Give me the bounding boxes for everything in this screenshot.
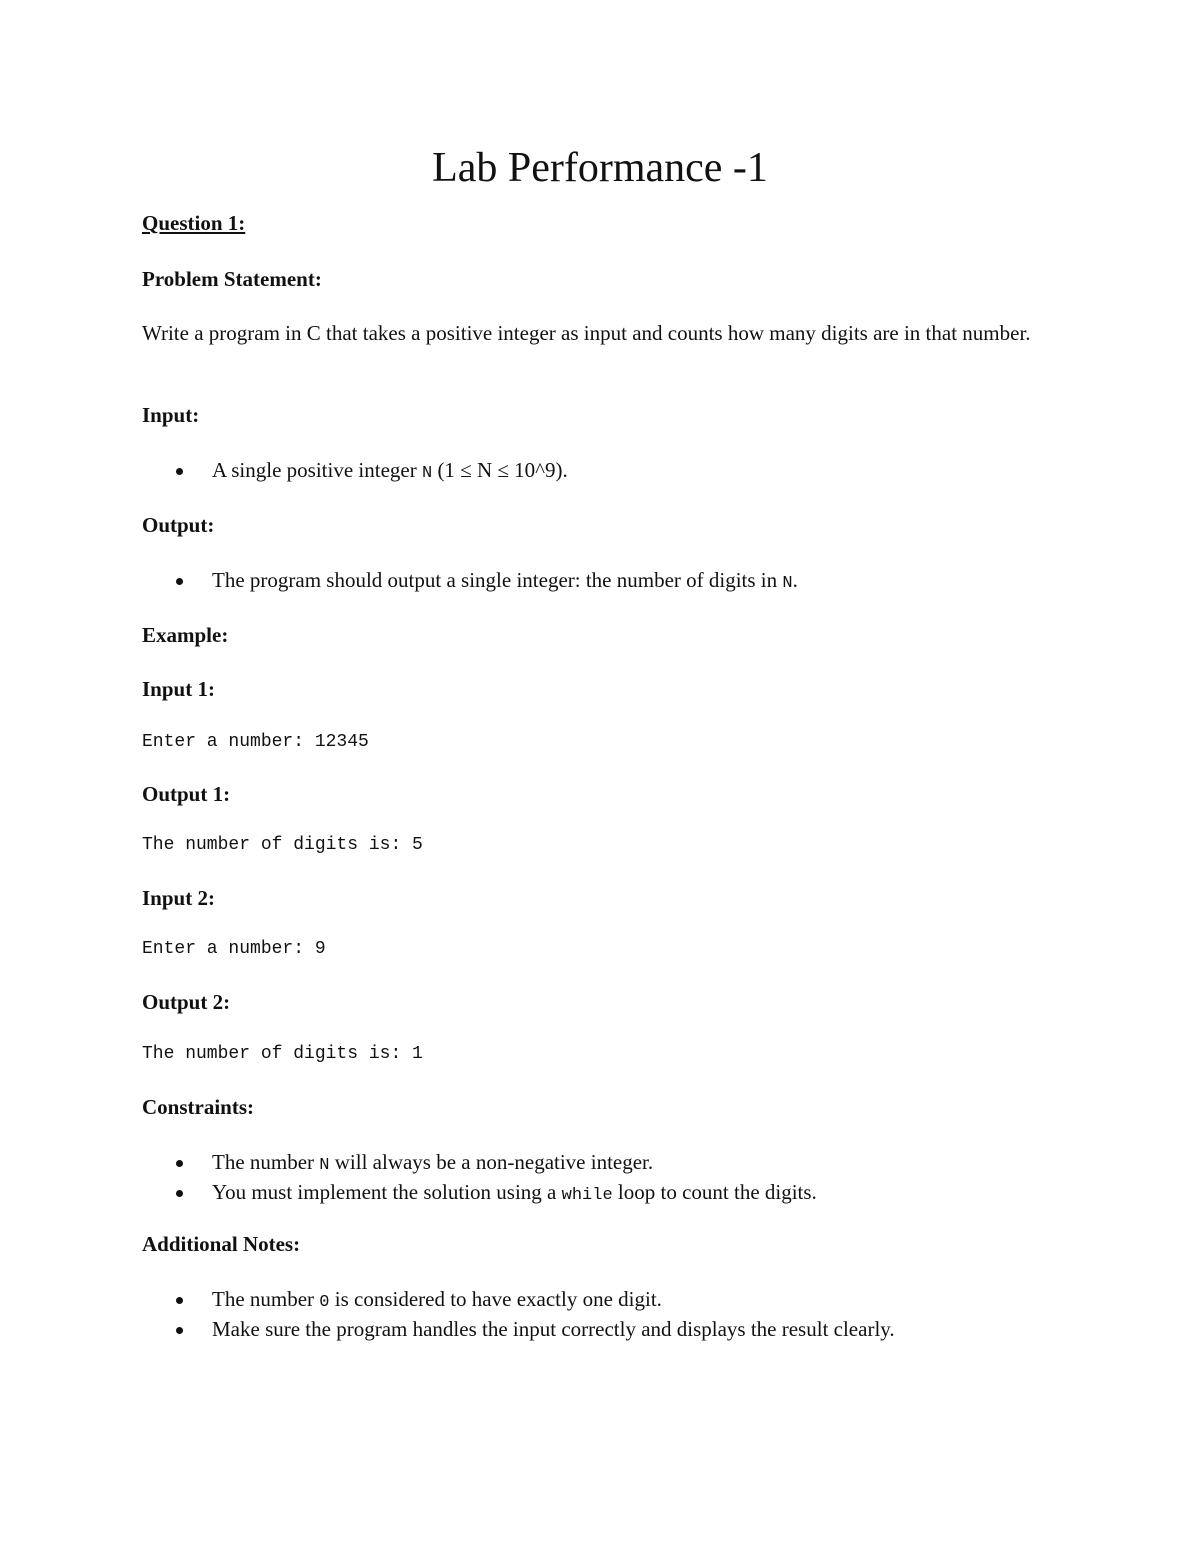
problem-statement-heading: Problem Statement: [142, 267, 322, 291]
notes-list [142, 1286, 1072, 1343]
list-item [142, 1286, 1072, 1316]
output1-heading: Output 1: [142, 782, 231, 806]
constraint1-code: N [319, 1156, 330, 1175]
list-item [142, 1316, 1072, 1343]
bullet-icon [176, 468, 183, 475]
problem-statement-text: Write a program in C that takes a positive integer as input and counts how many digits are in that number. [142, 321, 1031, 345]
bullet-icon [176, 578, 183, 585]
output-heading: Output: [142, 513, 215, 537]
input1-code: Enter a number: 12345 [142, 732, 369, 752]
input-bullet-code: N [421, 464, 433, 483]
constraint2-text: You must implement the solution using a [212, 1180, 562, 1204]
input1-heading: Input 1: [142, 677, 215, 701]
example-heading: Example: [142, 623, 229, 647]
note1-text-end: is considered to have exactly one digit. [329, 1287, 662, 1311]
note1-text: The number [212, 1287, 320, 1311]
output1-code: The number of digits is: 5 [142, 835, 423, 855]
output2-code: The number of digits is: 1 [142, 1044, 423, 1064]
list-item [142, 1179, 1072, 1209]
list-item [142, 567, 1072, 597]
input-bullet-text: A single positive integer [212, 458, 422, 482]
output-list [142, 567, 1072, 597]
constraint2-code: while [561, 1186, 613, 1205]
note2-text: Make sure the program handles the input correctly and displays the result clearly. [212, 1317, 895, 1341]
constraints-heading: Constraints: [142, 1095, 255, 1119]
output-bullet-code: N [782, 574, 793, 593]
input-bullet-range: (1 ≤ N ≤ 10^9). [432, 458, 568, 482]
question-label: Question 1: [142, 211, 246, 235]
list-item [142, 1149, 1072, 1179]
constraint2-text-end: loop to count the digits. [612, 1180, 817, 1204]
bullet-icon [176, 1327, 183, 1334]
input2-heading: Input 2: [142, 886, 215, 910]
bullet-icon [176, 1297, 183, 1304]
output2-heading: Output 2: [142, 990, 231, 1014]
bullet-icon [176, 1160, 183, 1167]
constraint1-text: The number [212, 1150, 320, 1174]
notes-heading: Additional Notes: [142, 1232, 301, 1256]
input-list [142, 457, 1072, 487]
output-bullet-text: The program should output a single integer: the number of digits in [212, 568, 783, 592]
constraints-list [142, 1149, 1072, 1209]
bullet-icon [176, 1190, 183, 1197]
input2-code: Enter a number: 9 [142, 939, 326, 959]
constraint1-text-end: will always be a non-negative integer. [329, 1150, 654, 1174]
output-bullet-end: . [792, 568, 798, 592]
input-heading: Input: [142, 403, 200, 427]
list-item [142, 457, 1072, 487]
document-title: Lab Performance -1 [432, 145, 768, 191]
note1-code: 0 [319, 1293, 330, 1312]
